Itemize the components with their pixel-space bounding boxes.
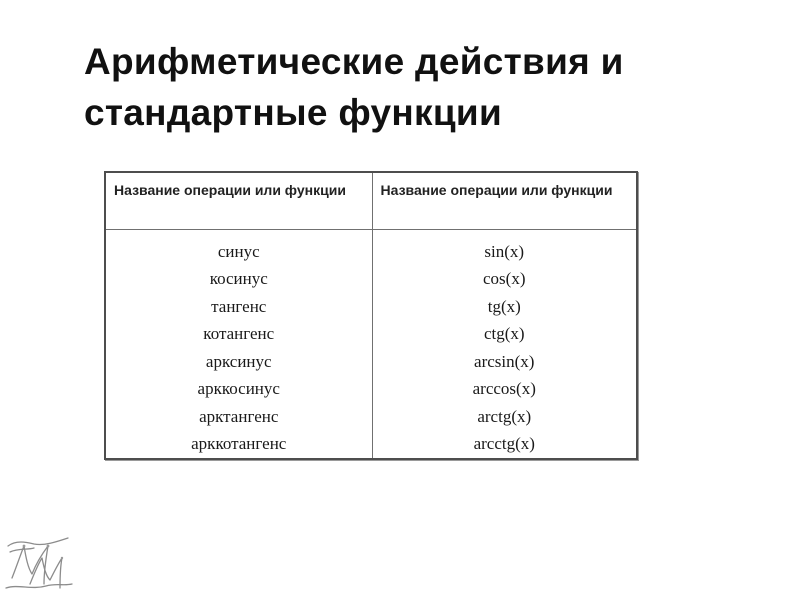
- function-notation: tg(x): [487, 296, 521, 316]
- function-notation: arccos(x): [472, 379, 536, 398]
- header-cell-operation-name: Название операции или функции: [106, 173, 372, 229]
- operation-name: котангенс: [203, 324, 275, 343]
- function-notation: ctg(x): [483, 324, 525, 343]
- header-cell-function-notation: Название операции или функции: [372, 173, 636, 229]
- function-notations-list: [373, 238, 637, 458]
- function-notation: sin(x): [484, 241, 525, 261]
- operation-name: арксинус: [205, 351, 272, 371]
- table-header-row: [106, 173, 636, 229]
- operation-name: арккотангенс: [191, 434, 287, 453]
- operation-name: арктангенс: [199, 406, 279, 426]
- function-notation: arcctg(x): [473, 434, 535, 453]
- operation-names-list: [106, 238, 372, 458]
- monogram-logo-icon: [4, 534, 74, 594]
- operation-names-cell: [106, 229, 372, 458]
- operation-name: косинус: [209, 269, 268, 288]
- slide-title: Арифметические действия и стандартные функции: [84, 41, 624, 133]
- functions-table-frame: [104, 171, 638, 460]
- operation-name: синус: [217, 241, 260, 261]
- function-notations-cell: [372, 229, 636, 458]
- operation-name: тангенс: [211, 296, 267, 316]
- functions-table: [106, 173, 636, 458]
- function-notation: arctg(x): [477, 406, 532, 426]
- operation-name: арккосинус: [197, 379, 280, 398]
- table-row: [106, 229, 636, 458]
- function-notation: cos(x): [483, 269, 526, 288]
- function-notation: arcsin(x): [474, 351, 535, 371]
